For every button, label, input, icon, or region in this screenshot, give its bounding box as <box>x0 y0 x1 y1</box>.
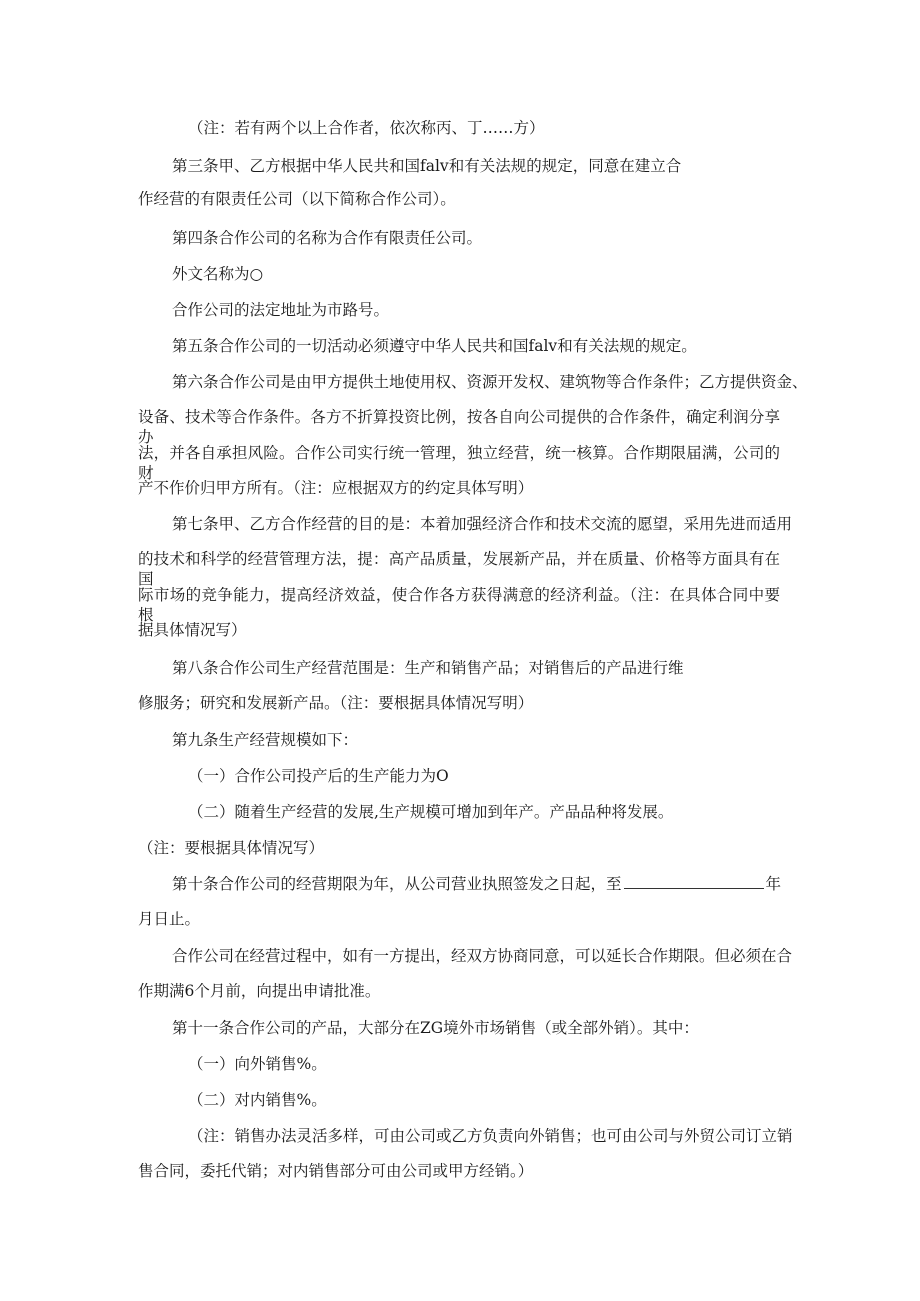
article-6-line-2: 设备、技术等合作条件。各方不折算投资比例，按各自向公司提供的合作条件，确定利润分享办 <box>138 408 780 446</box>
article-4-line-3: 合作公司的法定地址为市路号。 <box>172 301 390 319</box>
article-8-line-2: 修服务；研究和发展新产品。（注：要根据具体情况写明） <box>138 694 534 712</box>
article-6-line-1: 第六条合作公司是由甲方提供土地使用权、资源开发权、建筑物等合作条件；乙方提供资金、 <box>172 373 808 391</box>
article-10-para2-line-1: 合作公司在经营过程中，如有一方提出，经双方协商同意，可以延长合作期限。但必须在合 <box>172 947 793 965</box>
article-4-line-1: 第四条合作公司的名称为合作有限责任公司。 <box>172 229 483 247</box>
article-10-line-2: 月日止。 <box>138 910 201 928</box>
article-9-heading: 第九条生产经营规模如下： <box>172 731 359 749</box>
note-line: （注：若有两个以上合作者，依次称丙、丁……方） <box>188 119 545 137</box>
article-9-item-2: （二）随着生产经营的发展,生产规模可增加到年产。产品品种将发展。 <box>188 803 674 821</box>
article-3-line-2: 作经营的有限责任公司（以下简称合作公司）。 <box>138 190 456 208</box>
article-11-heading: 第十一条合作公司的产品，大部分在ZG境外市场销售（或全部外销）。其中： <box>172 1019 699 1037</box>
article-11-note-line-1: （注：销售办法灵活多样，可由公司或乙方负责向外销售；也可由公司与外贸公司订立销 <box>188 1127 793 1145</box>
article-8-line-1: 第八条合作公司生产经营范围是：生产和销售产品；对销售后的产品进行维 <box>172 659 684 677</box>
article-6-line-3: 法，并各自承担风险。合作公司实行统一管理，独立经营，统一核算。合作期限届满，公司的财 <box>138 444 780 482</box>
article-7-line-3: 际市场的竞争能力，提高经济效益，使合作各方获得满意的经济利益。（注：在具体合同中要根 <box>138 586 780 624</box>
article-7-line-1: 第七条甲、乙方合作经营的目的是：本着加强经济合作和技术交流的愿望，采用先进而适用 <box>172 515 793 533</box>
article-3-line-1: 第三条甲、乙方根据中华人民共和国falv和有关法规的规定，同意在建立合 <box>172 157 682 175</box>
article-10-line-1 <box>172 874 781 894</box>
article-11-note-line-2: 售合同，委托代销；对内销售部分可由公司或甲方经销。） <box>138 1162 534 1180</box>
article-9-item-1: （一）合作公司投产后的生产能力为O <box>188 767 449 785</box>
fill-in-blank <box>624 874 764 889</box>
article-11-item-1: （一）向外销售%。 <box>188 1055 327 1073</box>
article-6-line-4: 产不作价归甲方所有。（注：应根据双方的约定具体写明） <box>138 479 534 497</box>
article-7-line-2: 的技术和科学的经营管理方法，提：高产品质量，发展新产品，并在质量、价格等方面具有在国 <box>138 550 780 588</box>
article-4-line-2: 外文名称为○ <box>172 265 264 283</box>
article-10-year: 年 <box>765 875 782 893</box>
article-10-para2-line-2: 作期满6个月前，向提出申请批准。 <box>138 982 381 1000</box>
article-7-line-4: 据具体情况写） <box>138 621 247 639</box>
article-10-text: 第十条合作公司的经营期限为年，从公司营业执照签发之日起，至 <box>172 875 622 893</box>
article-5-line: 第五条合作公司的一切活动必须遵守中华人民共和国falv和有关法规的规定。 <box>172 337 697 355</box>
article-11-item-2: （二）对内销售%。 <box>188 1091 327 1109</box>
article-9-note: （注：要根据具体情况写） <box>138 839 325 857</box>
